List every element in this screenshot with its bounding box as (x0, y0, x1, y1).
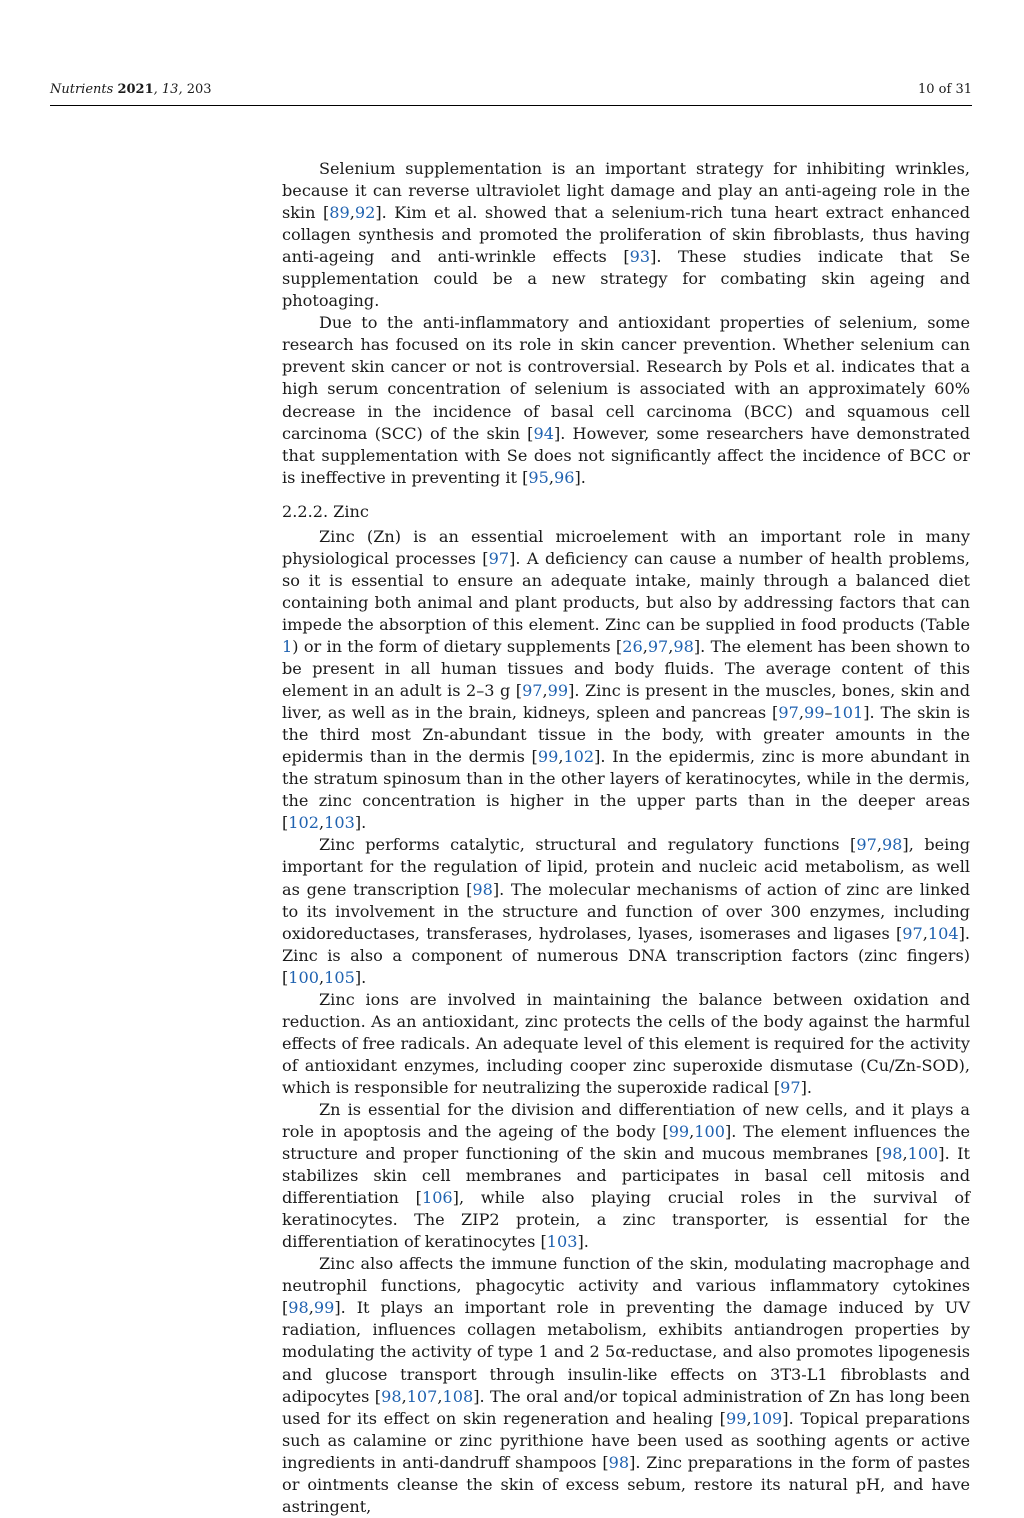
text-run: , (798, 703, 804, 723)
text-run: Zinc performs catalytic, structural and regulatory functions [ (319, 835, 857, 855)
text-run: ) or in the form of dietary supplements [ (292, 636, 623, 656)
journal-article: 203 (186, 82, 212, 97)
text-run: ]. However, some researchers have demonstrated that supplementation with Se does not significantly affect the incidence of BCC or is ineffective in preventing it [ (282, 423, 971, 487)
text-run: ]. (800, 1077, 813, 1097)
text-run: , (642, 636, 648, 656)
text-run: , (349, 203, 355, 223)
citation-link[interactable]: 99 (725, 1408, 747, 1428)
journal-name: Nutrients (50, 82, 114, 97)
citation-link[interactable]: 97 (488, 548, 510, 568)
text-run: , (437, 1386, 443, 1406)
citation-link[interactable]: 99 (803, 703, 825, 723)
paragraph-zinc-immune (282, 1253, 970, 1518)
text-run: ]. Zinc is also a component of numerous DNA transcription factors (zinc fingers) [ (282, 923, 970, 987)
paragraph-zinc-intro (282, 526, 970, 835)
citation-link[interactable]: 26 (622, 636, 643, 656)
text-run: ]. (574, 467, 586, 487)
journal-citation: Nutrients 2021, 13, 203 (50, 82, 212, 97)
text-run: ]. The oral and/or topical administration of Zn has long been used for its effect on skin regeneration and healing [ (282, 1386, 970, 1428)
citation-link[interactable]: 100 (907, 1144, 939, 1164)
text-run: , (689, 1122, 695, 1142)
citation-link[interactable]: 99 (537, 747, 559, 767)
text-run: , (548, 467, 555, 487)
text-run: ]. Zinc preparations in the form of pastes or ointments cleanse the skin of excess sebum, restore its natural pH, and have astringent, (282, 1452, 970, 1516)
citation-link[interactable]: 98 (472, 879, 493, 899)
text-run: ]. The element influences the structure and proper functioning of the skin and mucous membranes [ (282, 1122, 971, 1164)
text-run: Zinc ions are involved in maintaining the balance between oxidation and reduction. As an antioxidant, zinc protects the cells of the body against the harmful effects of free radicals. An adequate level of this element is required for the activity of antioxidant enzymes, including cooper zinc superoxide dismutase (Cu/Zn-SOD), which is responsible for neutralizing the superoxide radical [ (282, 989, 970, 1097)
citation-link[interactable]: 97 (856, 835, 877, 855)
citation-link[interactable]: 100 (288, 967, 319, 987)
citation-link[interactable]: 96 (554, 467, 575, 487)
citation-link[interactable]: 109 (751, 1408, 783, 1428)
paragraph-zinc-cells (282, 1099, 970, 1253)
citation-link[interactable]: 97 (780, 1077, 801, 1097)
text-run: Zinc (Zn) is an essential microelement with an important role in many physiological processes [ (282, 526, 970, 568)
citation-link[interactable]: 99 (668, 1122, 690, 1142)
text-run: ]. The element has been shown to be present in all human tissues and body fluids. The average content of this element in an adult is 2–3 g [ (282, 636, 971, 701)
citation-link[interactable]: 107 (406, 1386, 438, 1406)
text-run: ]. The skin is the third most Zn-abundant tissue in the body, with greater amounts in the epidermis than in the dermis [ (282, 703, 970, 767)
text-run: ], while also playing crucial roles in the survival of keratinocytes. The ZIP2 protein, a zinc transporter, is essential for the differentiation of keratinocytes [ (282, 1188, 971, 1252)
text-run: ]. (354, 813, 367, 833)
text-run: , (558, 747, 564, 767)
citation-link[interactable]: 106 (421, 1188, 453, 1208)
text-run: , (319, 813, 325, 833)
citation-link[interactable]: 95 (528, 467, 549, 487)
text-run: ]. (577, 1232, 589, 1252)
citation-link[interactable]: 98 (381, 1386, 402, 1406)
text-run: , (308, 1298, 314, 1318)
text-run: Due to the anti-inflammatory and antioxidant properties of selenium, some research has focused on its role in skin cancer prevention. Whether selenium can prevent skin cancer or not is controversial. Research by Pols et al. indicates that a high serum concentration of selenium is associated with an approximately 60% decrease in the incidence of basal cell carcinoma (BCC) and squamous cell carcinoma (SCC) of the skin [ (282, 313, 970, 443)
citation-link[interactable]: 97 (522, 681, 543, 701)
citation-link[interactable]: 98 (881, 1144, 903, 1164)
citation-link[interactable]: 98 (673, 636, 694, 656)
citation-link[interactable]: 100 (694, 1122, 726, 1142)
citation-link[interactable]: 98 (881, 835, 903, 855)
journal-volume: 13 (161, 82, 179, 97)
text-run: ]. It stabilizes skin cell membranes and participates in basal cell mitosis and differentiation [ (282, 1144, 970, 1208)
citation-link[interactable]: 102 (288, 813, 319, 833)
paragraph-zinc-antioxidant (282, 989, 970, 1099)
text-run: , (401, 1386, 407, 1406)
text-run: , (922, 923, 928, 943)
citation-link[interactable]: 105 (324, 967, 355, 987)
text-run: ]. (354, 967, 367, 987)
journal-year: 2021 (117, 82, 154, 97)
text-run: , (902, 1144, 908, 1164)
citation-link[interactable]: 97 (902, 923, 923, 943)
text-run: Selenium supplementation is an important strategy for inhibiting wrinkles, because it can reverse ultraviolet light damage and play an anti-ageing role in the skin [ (282, 159, 970, 223)
text-run: , (542, 681, 548, 701)
citation-link[interactable]: 89 (329, 203, 350, 223)
citation-link[interactable]: 108 (442, 1386, 474, 1406)
text-run: ]. In the epidermis, zinc is more abundant in the stratum spinosum than in the other layers of keratinocytes, while in the dermis, the zinc concentration is higher in the upper parts than in the deeper areas [ (282, 747, 971, 833)
citation-link[interactable]: 97 (778, 703, 799, 723)
citation-link[interactable]: 99 (313, 1298, 335, 1318)
citation-link[interactable]: 92 (354, 203, 376, 223)
citation-link[interactable]: 99 (547, 681, 569, 701)
article-body (282, 158, 970, 1518)
paragraph-zinc-functions (282, 834, 970, 988)
paragraph-selenium-cancer (282, 312, 970, 488)
citation-link[interactable]: 97 (647, 636, 669, 656)
header-rule (50, 105, 972, 106)
text-run: ]. Kim et al. showed that a selenium-rich tuna heart extract enhanced collagen synthesis and promoted the proliferation of skin fibroblasts, thus having anti-ageing and anti-wrinkle effects [ (282, 203, 971, 267)
text-run: , (876, 835, 882, 855)
citation-link[interactable]: 94 (533, 423, 554, 443)
text-run: ]. It plays an important role in preventing the damage induced by UV radiation, influences collagen metabolism, exhibits antiandrogen properties by modulating the activity of type 1 and 2 5α-reductase, and also promotes lipogenesis and glucose transport through insulin-like effects on 3T3-L1 fibroblasts and adipocytes [ (282, 1298, 970, 1406)
citation-link[interactable]: 103 (324, 813, 355, 833)
text-run: ], being important for the regulation of lipid, protein and nucleic acid metabolism, as well as gene transcription [ (282, 835, 970, 899)
page-number: 10 of 31 (918, 82, 972, 97)
citation-link[interactable]: 98 (608, 1452, 630, 1472)
citation-link[interactable]: 103 (546, 1232, 578, 1252)
citation-link[interactable]: 98 (288, 1298, 309, 1318)
text-run: Zn is essential for the division and differentiation of new cells, and it plays a role in apoptosis and the ageing of the body [ (282, 1099, 970, 1142)
citation-link[interactable]: 104 (927, 923, 959, 943)
text-run: Zinc also affects the immune function of the skin, modulating macrophage and neutrophil functions, phagocytic activity and various inflammatory cytokines [ (282, 1254, 970, 1318)
text-run: – (824, 703, 833, 723)
text-run: ]. The molecular mechanisms of action of zinc are linked to its involvement in the structure and function of over 300 enzymes, including oxidoreductases, transferases, hydrolases, lyases, isomerases and ligases [ (282, 879, 970, 943)
citation-link[interactable]: 1 (282, 636, 293, 656)
citation-link[interactable]: 102 (563, 747, 595, 767)
text-run: , (668, 636, 674, 656)
text-run: ]. Topical preparations such as calamine or zinc pyrithione have been used as soothing agents or active ingredients in anti-dandruff shampoos [ (282, 1408, 971, 1472)
text-run: , (746, 1408, 752, 1428)
citation-link[interactable]: 101 (832, 703, 864, 723)
text-run: ]. Zinc is present in the muscles, bones, skin and liver, as well as in the brain, kidneys, spleen and pancreas [ (282, 681, 970, 723)
citation-link[interactable]: 93 (629, 247, 651, 267)
text-run: ]. These studies indicate that Se supplementation could be a new strategy for combating skin ageing and photoaging. (282, 247, 970, 311)
text-run: , (319, 967, 325, 987)
paragraph-selenium-wrinkles (282, 158, 970, 312)
section-heading-zinc: 2.2.2. Zinc (282, 501, 369, 521)
text-run: ]. A deficiency can cause a number of health problems, so it is essential to ensure an adequate intake, mainly through a balanced diet containing both animal and plant products, but also by addressing factors that can impede the absorption of this element. Zinc can be supplied in food products (Table (282, 548, 970, 634)
